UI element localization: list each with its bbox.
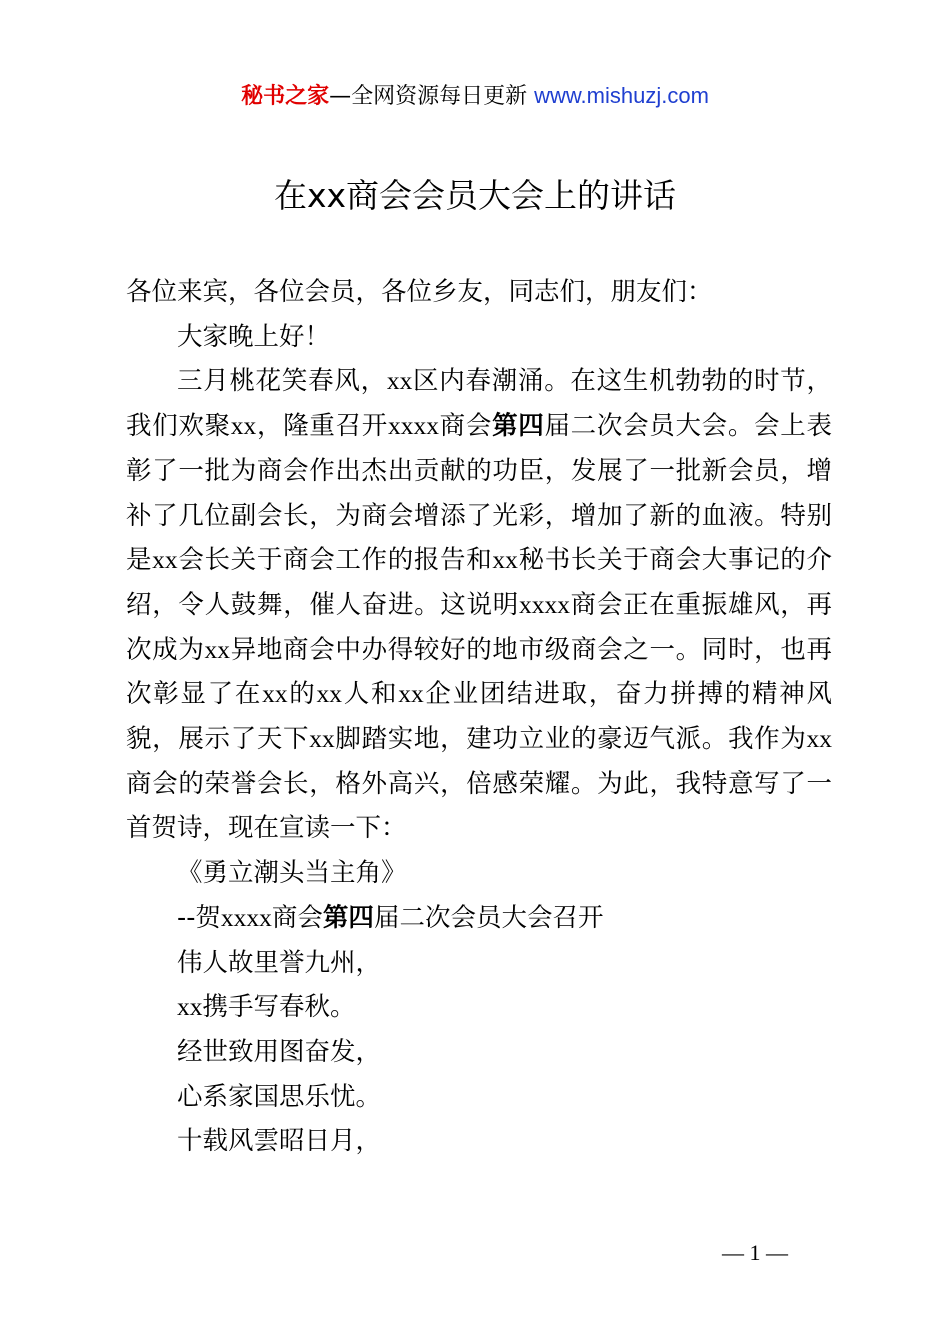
site-banner: [0, 80, 950, 113]
poem-subtitle: [126, 896, 832, 941]
poem-line-text: 携手写春秋。: [202, 992, 356, 1023]
main-paragraph: [126, 359, 832, 851]
paragraph-text: 企业团结进取，奋力拼搏的精神风貌，展示了天下: [126, 679, 832, 755]
poem-line: 心系家国思乐忧。: [177, 1081, 382, 1112]
bold-text: 第四: [322, 902, 374, 933]
greeting: 大家晚上好！: [177, 321, 331, 352]
placeholder-xx: xx: [386, 366, 413, 396]
paragraph-text: 秘书长关于商会大事记的介绍，令人鼓舞，催人奋进。这说明: [126, 545, 832, 620]
paragraph-text: 届二次会员大会。会上表彰了一批为商会作出杰出贡献的功臣，发展了一批新会员，增补了几位副会长，为商会增添了光彩，增加了新的血液。特别是: [126, 411, 832, 576]
poem-line: 伟人故里誉九州，: [177, 947, 382, 978]
poem-subtitle-text: 商会: [271, 902, 323, 933]
placeholder-xx: xx: [492, 545, 518, 575]
paragraph-text: 商会正在重振雄风，再次成为: [126, 589, 832, 665]
poem-subtitle-text: --贺: [177, 902, 221, 933]
placeholder-xx: xx: [262, 679, 288, 709]
document-title: 在xx商会会员大会上的讲话: [273, 176, 677, 215]
paragraph-text: 的: [287, 679, 317, 710]
poem-subtitle-text: 届二次会员大会召开: [373, 902, 604, 933]
paragraph-text: 商会的荣誉会长，格外高兴，倍感荣耀。为此，我特意写了一首贺诗，现在宣读一下：: [126, 768, 832, 844]
placeholder-xxxx: xxxx: [518, 589, 570, 619]
site-brand: 秘书之家: [241, 84, 330, 109]
placeholder-xx: xx: [398, 679, 424, 709]
placeholder-xx: xx: [316, 679, 343, 709]
poem-line: [126, 985, 832, 1030]
document-body: [126, 270, 832, 1164]
page-number: — 1 —: [722, 1240, 788, 1265]
placeholder-xx: xx: [204, 634, 231, 664]
placeholder-xx: xx: [806, 724, 832, 754]
paragraph-text: 人和: [342, 679, 399, 710]
paragraph-text: 三月桃花笑春风，: [177, 366, 387, 397]
placeholder-xxxx: xxxx: [220, 902, 272, 932]
placeholder-xx: xx: [309, 724, 335, 754]
placeholder-xxxx: xxxx: [387, 411, 439, 441]
paragraph-text: 脚踏实地，建功立业的豪迈气派。我作为: [334, 724, 807, 755]
placeholder-xx: xx: [177, 992, 203, 1022]
paragraph-text: 异地商会中办得较好的地市级商会之一。同时，也再次彰显了在: [126, 634, 832, 710]
site-url-link[interactable]: www.mishuzj.com: [534, 83, 709, 108]
placeholder-xx: xx: [152, 545, 178, 575]
poem-line: 十载风雲昭日月，: [177, 1126, 382, 1157]
paragraph-text: 区内春潮涌。在这生机勃勃的时节，我们欢聚: [126, 366, 832, 442]
salutation: 各位来宾，各位会员，各位乡友，同志们，朋友们：: [126, 277, 713, 307]
poem-line: 经世致用图奋发，: [177, 1036, 382, 1067]
site-tagline: —全网资源每日更新: [329, 84, 528, 109]
paragraph-text: 会长关于商会工作的报告和: [177, 545, 493, 576]
paragraph-text: ，隆重召开: [256, 411, 388, 442]
paragraph-text: 商会: [438, 411, 493, 442]
placeholder-xx: xx: [230, 411, 257, 441]
poem-title: 《勇立潮头当主角》: [177, 858, 407, 889]
bold-text: 第四: [492, 411, 545, 442]
